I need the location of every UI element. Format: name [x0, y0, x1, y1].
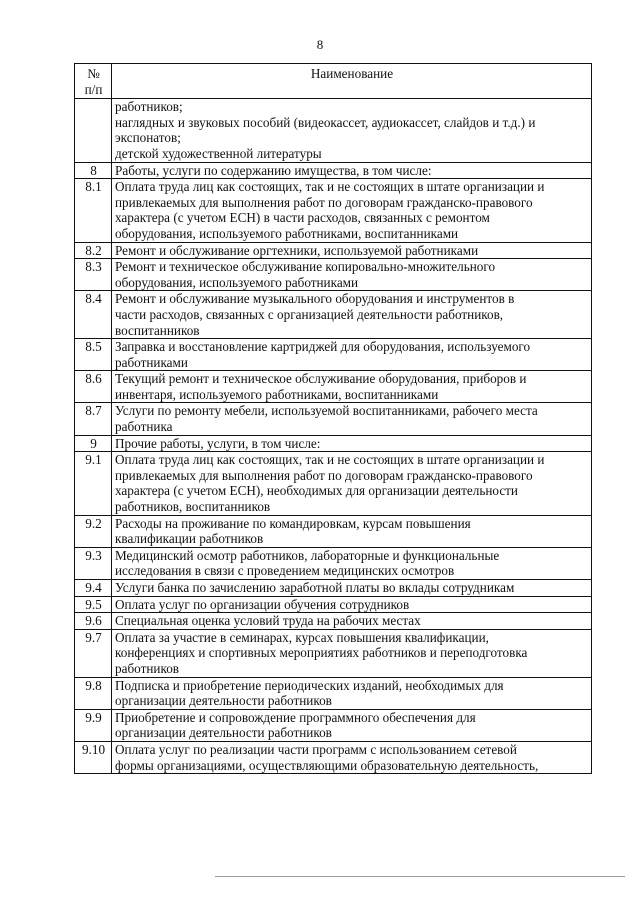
row-name-cell [112, 259, 592, 291]
row-number-cell: 8.2 [75, 242, 112, 259]
table-row [75, 547, 592, 579]
row-text-line: оборудования, используемого работниками [115, 274, 359, 290]
row-name-cell [112, 291, 592, 339]
row-name-cell [112, 435, 592, 452]
row-text-line: исследования в связи с проведением медицинских осмотров [115, 563, 455, 579]
row-text-line: характера (с учетом ЕСН), необходимых для организации деятельности [115, 483, 518, 499]
row-text-line: Текущий ремонт и техническое обслуживание оборудования, приборов и [115, 371, 527, 387]
row-text-line: Подписка и приобретение периодических изданий, необходимых для [115, 677, 504, 693]
row-text-line: части расходов, связанных с организацией деятельности работников, [115, 306, 504, 322]
bottom-scan-rule [215, 876, 625, 877]
row-text-line: работников [115, 660, 180, 676]
row-number-cell: 8.7 [75, 403, 112, 435]
row-text-line: формы организациями, осуществляющими образовательную деятельность, [115, 757, 539, 773]
row-name-cell [112, 339, 592, 371]
row-text-line: Расходы на проживание по командировкам, курсам повышения [115, 515, 471, 531]
row-number-cell: 9.6 [75, 613, 112, 630]
row-text-line: воспитанников [115, 322, 200, 338]
row-number-cell: 9.5 [75, 596, 112, 613]
row-number-cell: 9.10 [75, 741, 112, 773]
row-name-cell [112, 596, 592, 613]
row-number-cell: 8.4 [75, 291, 112, 339]
row-text-line: Оплата услуг по организации обучения сотрудников [115, 596, 410, 612]
table-row [75, 259, 592, 291]
header-number-symbol: № [87, 66, 100, 81]
header-name-cell: Наименование [112, 64, 592, 99]
row-text-line: квалификации работников [115, 531, 264, 547]
row-name-cell [112, 709, 592, 741]
row-text-line: Ремонт и обслуживание оргтехники, используемой работниками [115, 242, 479, 258]
row-name-cell [112, 515, 592, 547]
row-text-line: экспонатов; [115, 130, 181, 146]
row-number-cell: 9.2 [75, 515, 112, 547]
row-text-line: работника [115, 419, 173, 435]
row-text-line: привлекаемых для выполнения работ по договорам гражданско-правового [115, 194, 533, 210]
row-name-cell [112, 162, 592, 179]
row-text-line: характера (с учетом ЕСН) в части расходов, связанных с ремонтом [115, 210, 490, 226]
header-number-abbr: п/п [84, 81, 103, 97]
table-row [75, 291, 592, 339]
table-header-row [75, 64, 592, 99]
row-text-line: организации деятельности работников [115, 693, 332, 709]
row-text-line: оборудования, используемого работниками, воспитанниками [115, 225, 459, 241]
row-text-line: привлекаемых для выполнения работ по договорам гражданско-правового [115, 467, 533, 483]
row-name-cell [112, 403, 592, 435]
row-number-cell: 9.7 [75, 629, 112, 677]
table-row [75, 629, 592, 677]
row-text-line: Оплата за участие в семинарах, курсах повышения квалификации, [115, 629, 489, 645]
table-row [75, 179, 592, 242]
row-text-line: Медицинский осмотр работников, лабораторные и функциональные [115, 547, 500, 563]
row-name-cell [112, 452, 592, 515]
row-text-line: работниками [115, 354, 188, 370]
row-number-cell: 8.6 [75, 371, 112, 403]
row-name-cell [112, 629, 592, 677]
row-text-line: Ремонт и техническое обслуживание копировально-множительного [115, 259, 496, 275]
row-text-line: Оплата труда лиц как состоящих, так и не состоящих в штате организации и [115, 452, 545, 468]
row-text-line: Услуги банка по зачислению заработной платы во вклады сотрудникам [115, 580, 515, 595]
row-number-cell: 8.3 [75, 259, 112, 291]
table-row [75, 515, 592, 547]
table-row [75, 613, 592, 630]
row-number-cell [75, 99, 112, 162]
row-text-line: организации деятельности работников [115, 725, 332, 741]
row-number-cell: 8 [75, 162, 112, 179]
row-text-line: конференциях и спортивных мероприятиях работников и переподготовка [115, 645, 528, 661]
row-name-cell [112, 371, 592, 403]
table-row [75, 162, 592, 179]
row-text-line: работников, воспитанников [115, 499, 271, 515]
row-number-cell: 8.5 [75, 339, 112, 371]
row-number-cell: 9.3 [75, 547, 112, 579]
row-text-line: Заправка и восстановление картриджей для оборудования, используемого [115, 339, 531, 355]
table-row [75, 435, 592, 452]
page-number: 8 [316, 37, 324, 52]
table-row [75, 99, 592, 162]
row-text-line: Специальная оценка условий труда на рабочих местах [115, 613, 421, 629]
row-name-cell [112, 547, 592, 579]
row-text-line: Оплата услуг по реализации части программ с использованием сетевой [115, 741, 517, 757]
header-number-cell [75, 64, 112, 99]
row-number-cell: 9.4 [75, 580, 112, 597]
row-number-cell: 9 [75, 435, 112, 452]
table-row [75, 596, 592, 613]
table-row [75, 452, 592, 515]
row-text-line: Оплата труда лиц как состоящих, так и не состоящих в штате организации и [115, 179, 545, 195]
table-row [75, 242, 592, 259]
row-name-cell [112, 242, 592, 259]
row-text-line: работников; [115, 99, 183, 115]
table-row [75, 339, 592, 371]
row-name-cell [112, 677, 592, 709]
table-row [75, 741, 592, 773]
row-text-line: детской художественной литературы [115, 145, 322, 161]
table-row [75, 677, 592, 709]
row-name-cell [112, 179, 592, 242]
row-text-line: Приобретение и сопровождение программного обеспечения для [115, 709, 476, 725]
table-row [75, 371, 592, 403]
row-name-cell [112, 580, 592, 597]
row-text-line: Услуги по ремонту мебели, используемой воспитанниками, рабочего места [115, 403, 538, 419]
table-row [75, 403, 592, 435]
items-table [74, 63, 592, 774]
row-number-cell: 9.1 [75, 452, 112, 515]
table-row [75, 709, 592, 741]
row-name-cell [112, 99, 592, 162]
table-row [75, 580, 592, 597]
row-text-line: наглядных и звуковых пособий (видеокассет, аудиокассет, слайдов и т.д.) и [115, 114, 536, 130]
row-text-line: инвентаря, используемого работниками, воспитанниками [115, 386, 439, 402]
row-text-line: Ремонт и обслуживание музыкального оборудования и инструментов в [115, 291, 515, 307]
row-name-cell [112, 613, 592, 630]
row-name-cell [112, 741, 592, 773]
row-number-cell: 9.9 [75, 709, 112, 741]
row-number-cell: 9.8 [75, 677, 112, 709]
row-text-line: Прочие работы, услуги, в том числе: [115, 435, 321, 451]
row-text-line: Работы, услуги по содержанию имущества, в том числе: [115, 162, 432, 178]
row-number-cell: 8.1 [75, 179, 112, 242]
table-body [75, 99, 592, 774]
